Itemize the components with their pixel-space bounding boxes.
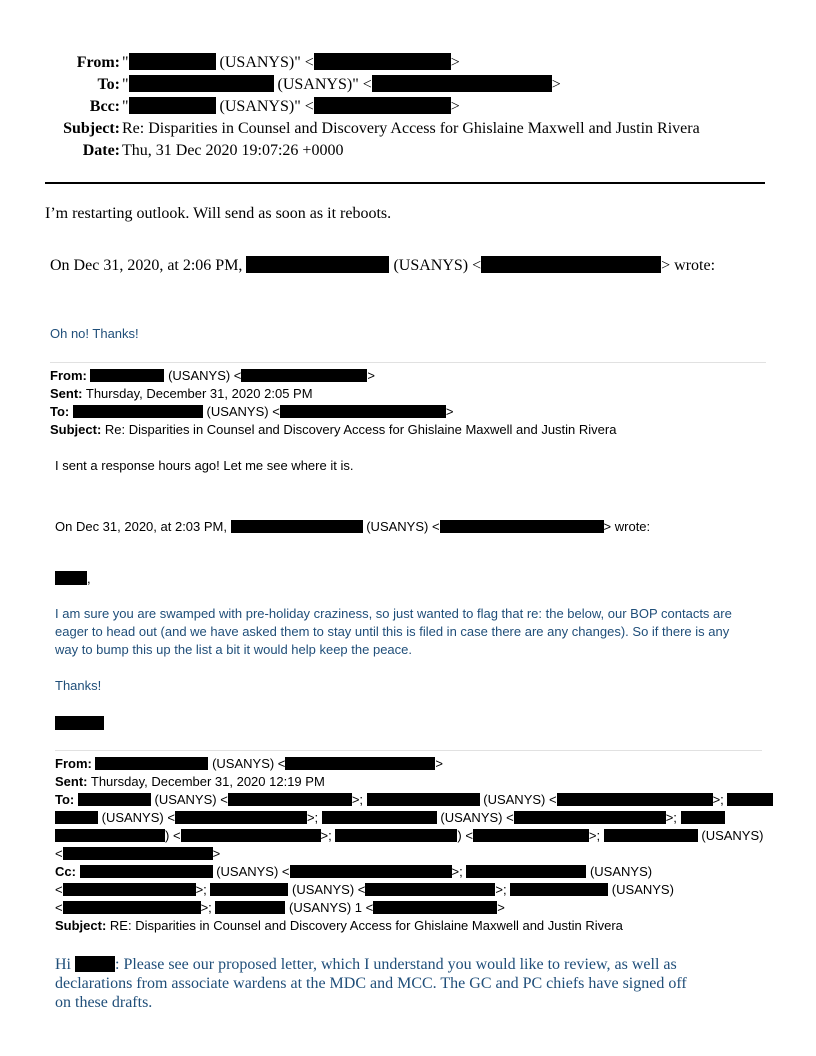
redaction [63,901,201,914]
date-value: Thu, 31 Dec 2020 19:07:26 +0000 [122,142,344,159]
redaction [285,757,435,770]
redaction [473,829,589,842]
msg2-subject-row: Subject: Re: Disparities in Counsel and Discovery Access for Ghislaine Maxwell and Justin Rivera [50,422,617,437]
final-line-3: on these drafts. [55,994,153,1011]
quote-line-1: On Dec 31, 2020, at 2:06 PM, (USANYS) < > wrote: [50,257,716,274]
salutation: , [55,570,91,588]
message-divider [55,750,762,751]
redaction [231,520,363,533]
redaction [372,75,552,92]
redaction [440,520,604,533]
body-text: I’m restarting outlook. Will send as soon as it reboots. [45,205,392,222]
redaction [55,571,87,585]
header-divider [45,182,765,184]
redaction [314,53,451,70]
date-label: Date: [82,142,120,159]
redaction [75,956,115,972]
msg3-to-row-3: ) < >; ) < >; (USANYS) [55,827,763,845]
redaction [181,829,321,842]
message-divider [50,362,766,363]
msg2-to-row: To: (USANYS) < > [50,404,454,419]
redaction [481,256,661,273]
redaction [604,829,698,842]
redaction [290,865,452,878]
msg2-from-row: From: (USANYS) < > [50,368,375,383]
redaction [228,793,352,806]
redaction [280,405,446,418]
redaction [727,793,773,806]
redaction [55,829,165,842]
reply-text: Oh no! Thanks! [50,326,139,341]
msg2-body: I sent a response hours ago! Let me see where it is. [55,458,354,473]
redaction [215,901,285,914]
redaction [129,97,216,114]
redaction [63,883,196,896]
redaction [367,793,480,806]
redaction [373,901,497,914]
msg2-sent-row: Sent: Thursday, December 31, 2020 2:05 PM [50,386,313,401]
msg3-cc-row-2: < >; (USANYS) < >; (USANYS) [55,882,674,897]
from-label: From: [76,54,120,71]
redaction [78,793,151,806]
redaction [681,811,725,824]
redaction [335,829,457,842]
msg3-to-row-1: To: (USANYS) < >; (USANYS) < >; [55,791,773,809]
redaction [322,811,437,824]
msg3-cc-row-1: Cc: (USANYS) < >; (USANYS) [55,864,653,879]
redaction [73,405,203,418]
redaction [246,256,389,273]
redaction [557,793,713,806]
redaction [90,369,164,382]
email-header: From: " (USANYS)" < > To: " (USANYS)" < > Bcc: " (USANYS)" < > Subject: Re: Disparities in Counsel and Discovery Access for Ghislaine Maxwell and Justin Rivera Date: Thu, 31 Dec 2020 19:07:26 +0000 [0,52,816,167]
bcc-label: Bcc: [89,98,120,115]
redaction [95,757,208,770]
msg3-sent-row: Sent: Thursday, December 31, 2020 12:19 PM [55,774,325,789]
msg3-from-row: From: (USANYS) < > [55,756,443,771]
redaction [241,369,367,382]
redaction [210,883,288,896]
redaction [365,883,495,896]
redaction [514,811,666,824]
redaction [510,883,608,896]
to-label: To: [97,76,120,93]
msg3-to-row-2: (USANYS) < >; (USANYS) < >; [55,809,725,827]
redaction [129,53,216,70]
redaction [55,811,98,824]
msg3-to-row-4: < > [55,846,221,861]
msg3-cc-row-3: < >; (USANYS) 1 < > [55,900,505,915]
final-line-2: declarations from associate wardens at the MDC and MCC. The GC and PC chiefs have signed off [55,975,687,992]
redaction [63,847,213,860]
final-line-1: Hi : Please see our proposed letter, which I understand you would like to review, as well as [55,956,677,973]
subject-label: Subject: [63,120,120,137]
redaction [129,75,274,92]
redaction [466,865,586,878]
thanks-text: Thanks! [55,678,102,693]
subject-value: Re: Disparities in Counsel and Discovery Access for Ghislaine Maxwell and Justin Rivera [122,120,700,137]
msg3-subject-row: Subject: RE: Disparities in Counsel and Discovery Access for Ghislaine Maxwell and Justin Rivera [55,918,623,933]
redaction [314,97,451,114]
signature-redaction [55,716,104,730]
quote-line-2: On Dec 31, 2020, at 2:03 PM, (USANYS) < > wrote: [55,519,651,534]
redaction [175,811,307,824]
redaction [80,865,213,878]
